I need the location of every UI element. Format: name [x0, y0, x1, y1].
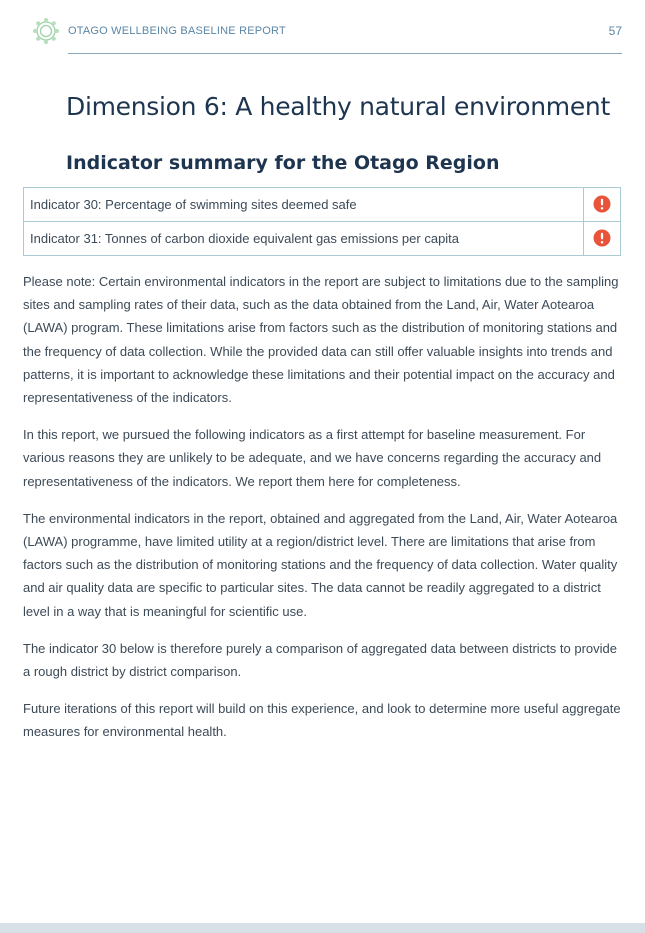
alert-icon — [593, 229, 611, 247]
dimension-title: Dimension 6: A healthy natural environment — [66, 92, 610, 121]
page-footer-bar — [0, 923, 645, 933]
indicator-summary-table — [23, 187, 621, 256]
report-header-title: OTAGO WELLBEING BASELINE REPORT — [68, 25, 286, 37]
indicator-status-cell — [584, 188, 621, 222]
indicator-row — [24, 222, 621, 256]
indicator-30-comparison-paragraph: The indicator 30 below is therefore purely a comparison of aggregated data between districts to provide a rough district by district comparison. — [23, 640, 618, 680]
indicator-row — [24, 188, 621, 222]
body-text — [23, 270, 623, 758]
lawa-utility-paragraph: The environmental indicators in the report, obtained and aggregated from the Land, Air, Water Aotearoa (LAWA) programme, have limited utility at a region/district level. There are limitations that arise from factors such as the distribution of monitoring stations and the frequency of data collection. Water quality and air quality data are specific to particular sites. The data cannot be readily aggregated to a district level in a way that is meaningful for scientific use. — [23, 510, 618, 619]
future-iterations-paragraph: Future iterations of this report will build on this experience, and look to determine more useful aggregate measures for environmental health. — [23, 701, 621, 740]
indicator-label: Indicator 30: Percentage of swimming sites deemed safe — [24, 188, 584, 222]
report-logo — [32, 17, 60, 45]
limitations-note-paragraph: Please note: Certain environmental indicators in the report are subject to limitations due to the sampling sites and sampling rates of their data, such as the data obtained from the Land, Air, Water Aotearoa (LAWA) program. These limitations arise from factors such as the distribution of monitoring stations and the frequency of data collection. While the provided data can still offer valuable insights into trends and patterns, it is important to acknowledge these limitations and their potential impact on the accuracy and representativeness of the indicators. — [23, 274, 619, 406]
baseline-indicators-paragraph: In this report, we pursued the following indicators as a first attempt for baseline measurement. For various reasons they are unlikely to be adequate, and we have concerns regarding the accuracy and representativeness of the indicators. We report them here for completeness. — [23, 427, 602, 489]
indicator-summary-title: Indicator summary for the Otago Region — [66, 152, 500, 174]
alert-icon — [593, 195, 611, 213]
indicator-label: Indicator 31: Tonnes of carbon dioxide equivalent gas emissions per capita — [24, 222, 584, 256]
page-number: 57 — [608, 24, 622, 38]
header-divider — [68, 53, 622, 54]
indicator-status-cell — [584, 222, 621, 256]
